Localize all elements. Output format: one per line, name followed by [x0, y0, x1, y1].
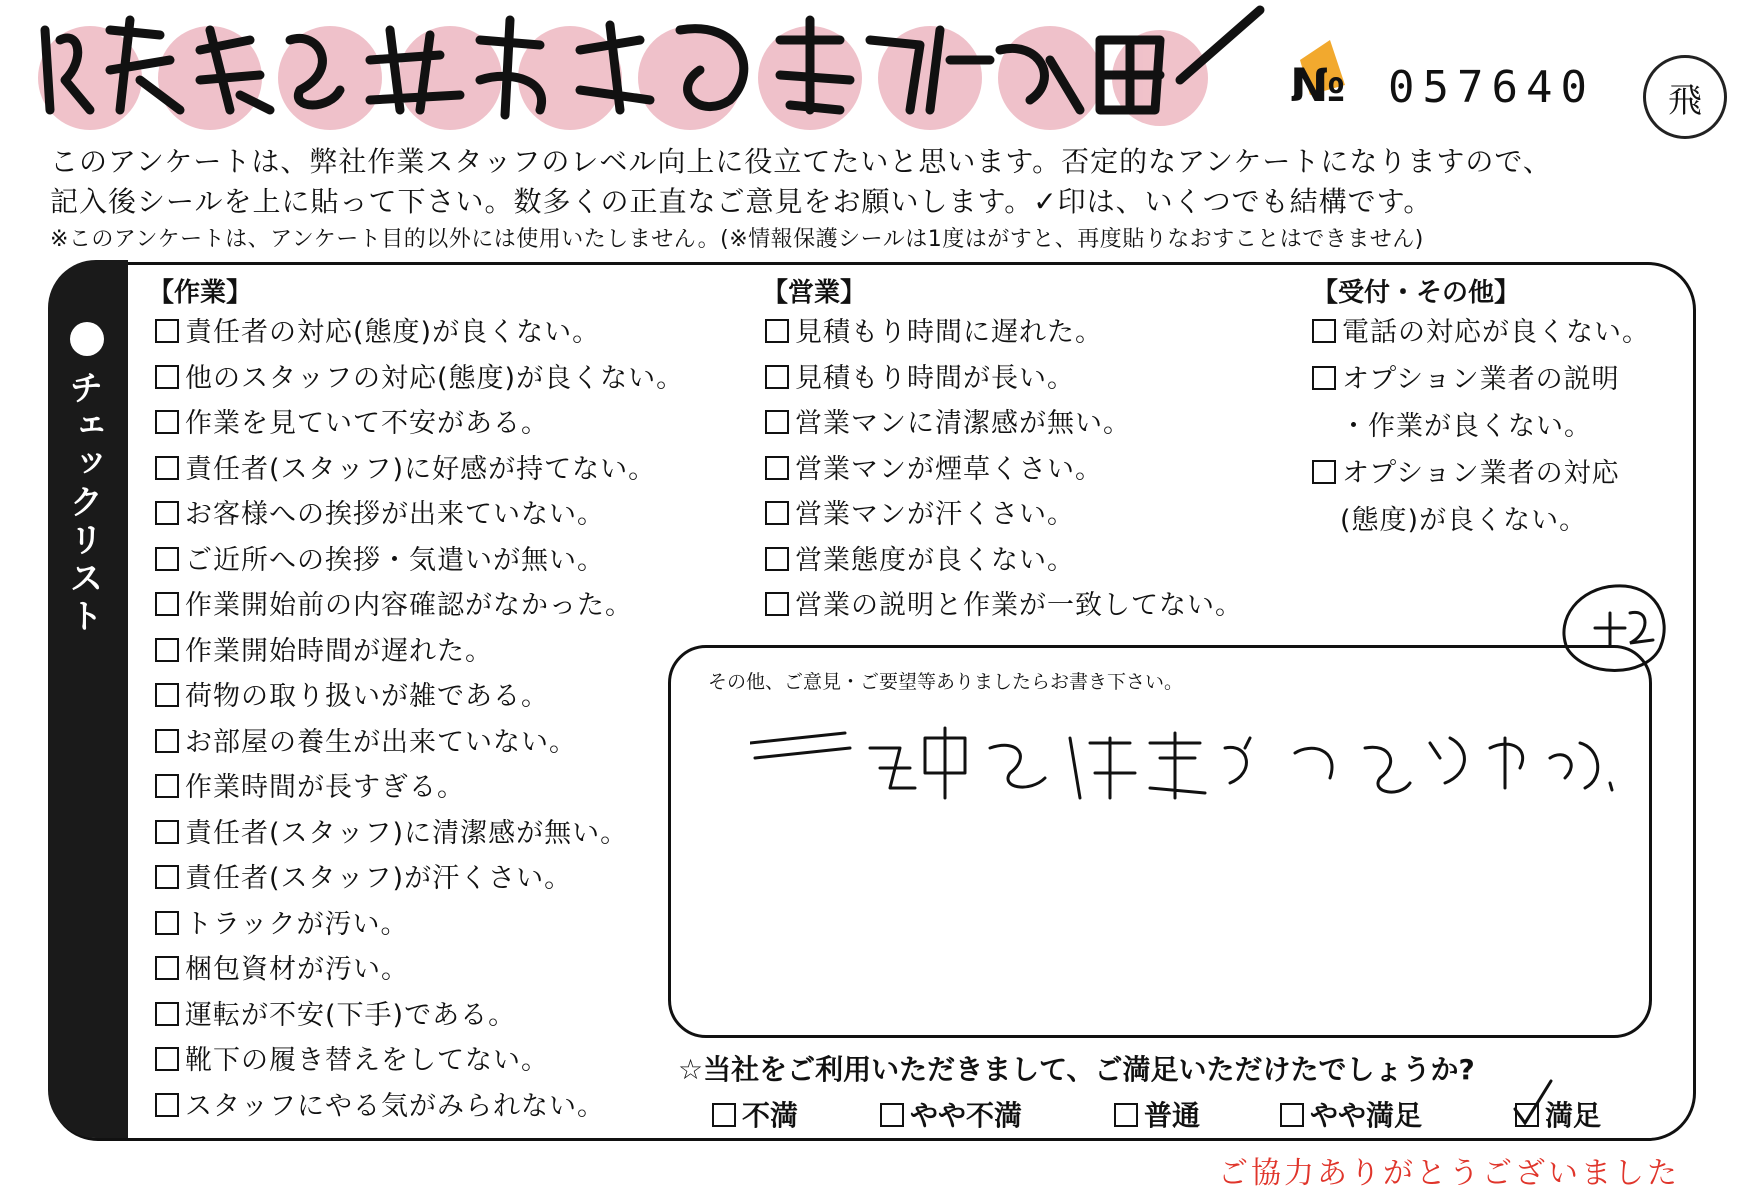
- checkbox-item-continuation: ・作業が良くない。: [1340, 411, 1592, 442]
- checkbox-icon[interactable]: [765, 410, 789, 434]
- satisfaction-option-neutral[interactable]: 普通: [1114, 1094, 1200, 1134]
- checkbox-item[interactable]: [765, 451, 1103, 489]
- checkbox-item[interactable]: [155, 542, 605, 580]
- checkbox-item[interactable]: [765, 360, 1075, 398]
- checkbox-label: 見積もり時間が長い。: [795, 362, 1075, 394]
- checkbox-icon[interactable]: [155, 774, 179, 798]
- checkbox-item[interactable]: [155, 314, 600, 352]
- comment-box[interactable]: [668, 645, 1652, 1038]
- comment-label: その他、ご意見・ご要望等ありましたらお書き下さい。: [708, 671, 1184, 693]
- checkbox-item[interactable]: [765, 314, 1103, 352]
- checkbox-item-continuation: (態度)が良くない。: [1340, 505, 1588, 536]
- checkbox-icon[interactable]: [155, 683, 179, 707]
- checkbox-item[interactable]: [155, 906, 408, 944]
- checkbox-label: 作業開始前の内容確認がなかった。: [185, 590, 633, 621]
- checkbox-label: 靴下の履き替えをしてない。: [185, 1045, 549, 1076]
- checkbox-label: 責任者の対応(態度)が良くない。: [185, 317, 601, 348]
- checkbox-item[interactable]: [765, 542, 1075, 580]
- checkbox-icon[interactable]: [1312, 460, 1336, 484]
- checkbox-label: 営業マンに清潔感が無い。: [795, 408, 1131, 439]
- checkbox-label: 作業時間が長すぎる。: [185, 772, 465, 803]
- checkbox-icon[interactable]: [1515, 1103, 1539, 1127]
- satisfaction-option-dissatisfied[interactable]: 不満: [712, 1094, 798, 1134]
- checkbox-item[interactable]: [155, 405, 549, 443]
- checkbox-icon[interactable]: [765, 592, 789, 616]
- checkbox-icon[interactable]: [880, 1103, 904, 1127]
- satisfaction-option-somewhat-satisfied[interactable]: やや満足: [1280, 1094, 1422, 1134]
- satisfaction-option-somewhat-dissatisfied[interactable]: やや不満: [880, 1094, 1022, 1134]
- checkbox-label: お部屋の養生が出来ていない。: [185, 726, 577, 758]
- checkbox-icon[interactable]: [765, 319, 789, 343]
- checkbox-item[interactable]: 電話の対応が良くない。: [1312, 314, 1650, 352]
- checkbox-label: 責任者(スタッフ)に好感が持てない。: [185, 453, 657, 485]
- checkbox-icon[interactable]: [155, 1002, 179, 1026]
- checkbox-item[interactable]: [155, 633, 493, 671]
- sidebar-title: チェックリスト: [63, 370, 103, 636]
- check-mark-icon: [1513, 1077, 1553, 1127]
- checkbox-icon[interactable]: [155, 638, 179, 662]
- checkbox-icon[interactable]: [155, 456, 179, 480]
- checkbox-label: 営業の説明と作業が一致してない。: [795, 590, 1243, 621]
- checkbox-icon[interactable]: [155, 592, 179, 616]
- checkbox-icon[interactable]: [712, 1103, 736, 1127]
- checkbox-item[interactable]: [155, 360, 684, 398]
- checkbox-label: 営業マンが煙草くさい。: [795, 453, 1103, 485]
- checkbox-item[interactable]: [155, 678, 549, 716]
- checkbox-icon[interactable]: [155, 319, 179, 343]
- thanks-message: ご協力ありがとうございました: [1218, 1156, 1680, 1191]
- checkbox-icon[interactable]: [155, 410, 179, 434]
- handwritten-score-mark: [1555, 578, 1675, 678]
- satisfaction-question: ☆当社をご利用いただきまして、ご満足いただけたでしょうか?: [678, 1053, 1475, 1086]
- checkbox-icon[interactable]: [155, 865, 179, 889]
- checkbox-item[interactable]: [155, 724, 577, 762]
- satisfaction-option-satisfied[interactable]: 満足: [1515, 1094, 1601, 1134]
- checkbox-label: 荷物の取り扱いが雑である。: [185, 681, 549, 712]
- checkbox-item[interactable]: [155, 815, 628, 853]
- checkbox-label: 営業マンが汗くさい。: [795, 499, 1075, 530]
- checkbox-label: 責任者(スタッフ)に清潔感が無い。: [185, 817, 629, 849]
- checkbox-icon[interactable]: [155, 547, 179, 571]
- serial-number: 057640: [1388, 62, 1595, 113]
- checkbox-icon[interactable]: [155, 729, 179, 753]
- checkbox-item[interactable]: [765, 405, 1131, 443]
- checkbox-item[interactable]: [765, 587, 1243, 625]
- checkbox-icon[interactable]: [1312, 319, 1336, 343]
- checkbox-label: 梱包資材が汚い。: [185, 954, 409, 985]
- checkbox-icon[interactable]: [1312, 366, 1336, 390]
- checkbox-icon[interactable]: [765, 365, 789, 389]
- checkbox-item[interactable]: オプション業者の説明: [1312, 361, 1620, 399]
- checkbox-icon[interactable]: [155, 911, 179, 935]
- checkbox-label: 営業態度が良くない。: [795, 544, 1075, 576]
- checkbox-item[interactable]: [155, 997, 516, 1035]
- checkbox-item[interactable]: [155, 951, 409, 989]
- checkbox-icon[interactable]: [1280, 1103, 1304, 1127]
- checklist-sidebar: [48, 260, 128, 1138]
- intro-line-2: 記入後シールを上に貼って下さい。数多くの正直なご意見をお願いします。✓印は、いくつでも結構です。: [50, 185, 1433, 218]
- inspector-stamp: 飛: [1643, 55, 1727, 139]
- number-label: №: [1290, 58, 1347, 112]
- checkbox-icon[interactable]: [155, 501, 179, 525]
- handwritten-comment: [750, 718, 1630, 808]
- checkbox-label: お客様への挨拶が出来ていない。: [185, 499, 605, 530]
- checkbox-label: スタッフにやる気がみられない。: [185, 1090, 605, 1122]
- intro-line-1: このアンケートは、弊社作業スタッフのレベル向上に役立てたいと思います。否定的なアンケートになりますので、: [50, 145, 1552, 178]
- checkbox-icon[interactable]: [765, 456, 789, 480]
- checkbox-item[interactable]: [155, 451, 656, 489]
- checkbox-item[interactable]: [155, 587, 633, 625]
- checkbox-item[interactable]: [765, 496, 1075, 534]
- privacy-note: ※このアンケートは、アンケート目的以外には使用いたしません。(※情報保護シールは1度はがすと、再度貼りなおすことはできません): [50, 227, 1424, 252]
- checkbox-item[interactable]: [155, 496, 605, 534]
- checkbox-label: 見積もり時間に遅れた。: [795, 317, 1103, 348]
- sales-section-title: 【営業】: [762, 278, 867, 308]
- checkbox-item[interactable]: [155, 1088, 605, 1126]
- checkbox-icon[interactable]: [1114, 1103, 1138, 1127]
- bullet-dot-icon: [70, 322, 104, 356]
- checkbox-icon[interactable]: [155, 1047, 179, 1071]
- checkbox-item[interactable]: オプション業者の対応: [1312, 455, 1620, 493]
- checkbox-label: ご近所への挨拶・気遣いが無い。: [185, 544, 605, 576]
- checkbox-label: 作業開始時間が遅れた。: [185, 635, 493, 667]
- checkbox-icon[interactable]: [155, 365, 179, 389]
- checkbox-label: トラックが汚い。: [185, 908, 409, 940]
- reception-section-title: 【受付・その他】: [1312, 278, 1521, 308]
- checkbox-label: 責任者(スタッフ)が汗くさい。: [185, 863, 573, 894]
- work-section-title: 【作業】: [148, 278, 253, 308]
- checkbox-icon[interactable]: [765, 501, 789, 525]
- checkbox-label: 運転が不安(下手)である。: [185, 999, 517, 1031]
- checkbox-icon[interactable]: [155, 956, 179, 980]
- checkbox-icon[interactable]: [155, 1093, 179, 1117]
- checkbox-item[interactable]: [155, 860, 572, 898]
- checkbox-icon[interactable]: [155, 820, 179, 844]
- handwritten-header-scribble: [40, 0, 1270, 140]
- checkbox-icon[interactable]: [765, 547, 789, 571]
- checkbox-label: 他のスタッフの対応(態度)が良くない。: [185, 362, 685, 394]
- checkbox-item[interactable]: [155, 1042, 549, 1080]
- checkbox-label: 作業を見ていて不安がある。: [185, 408, 549, 439]
- checkbox-item[interactable]: [155, 769, 465, 807]
